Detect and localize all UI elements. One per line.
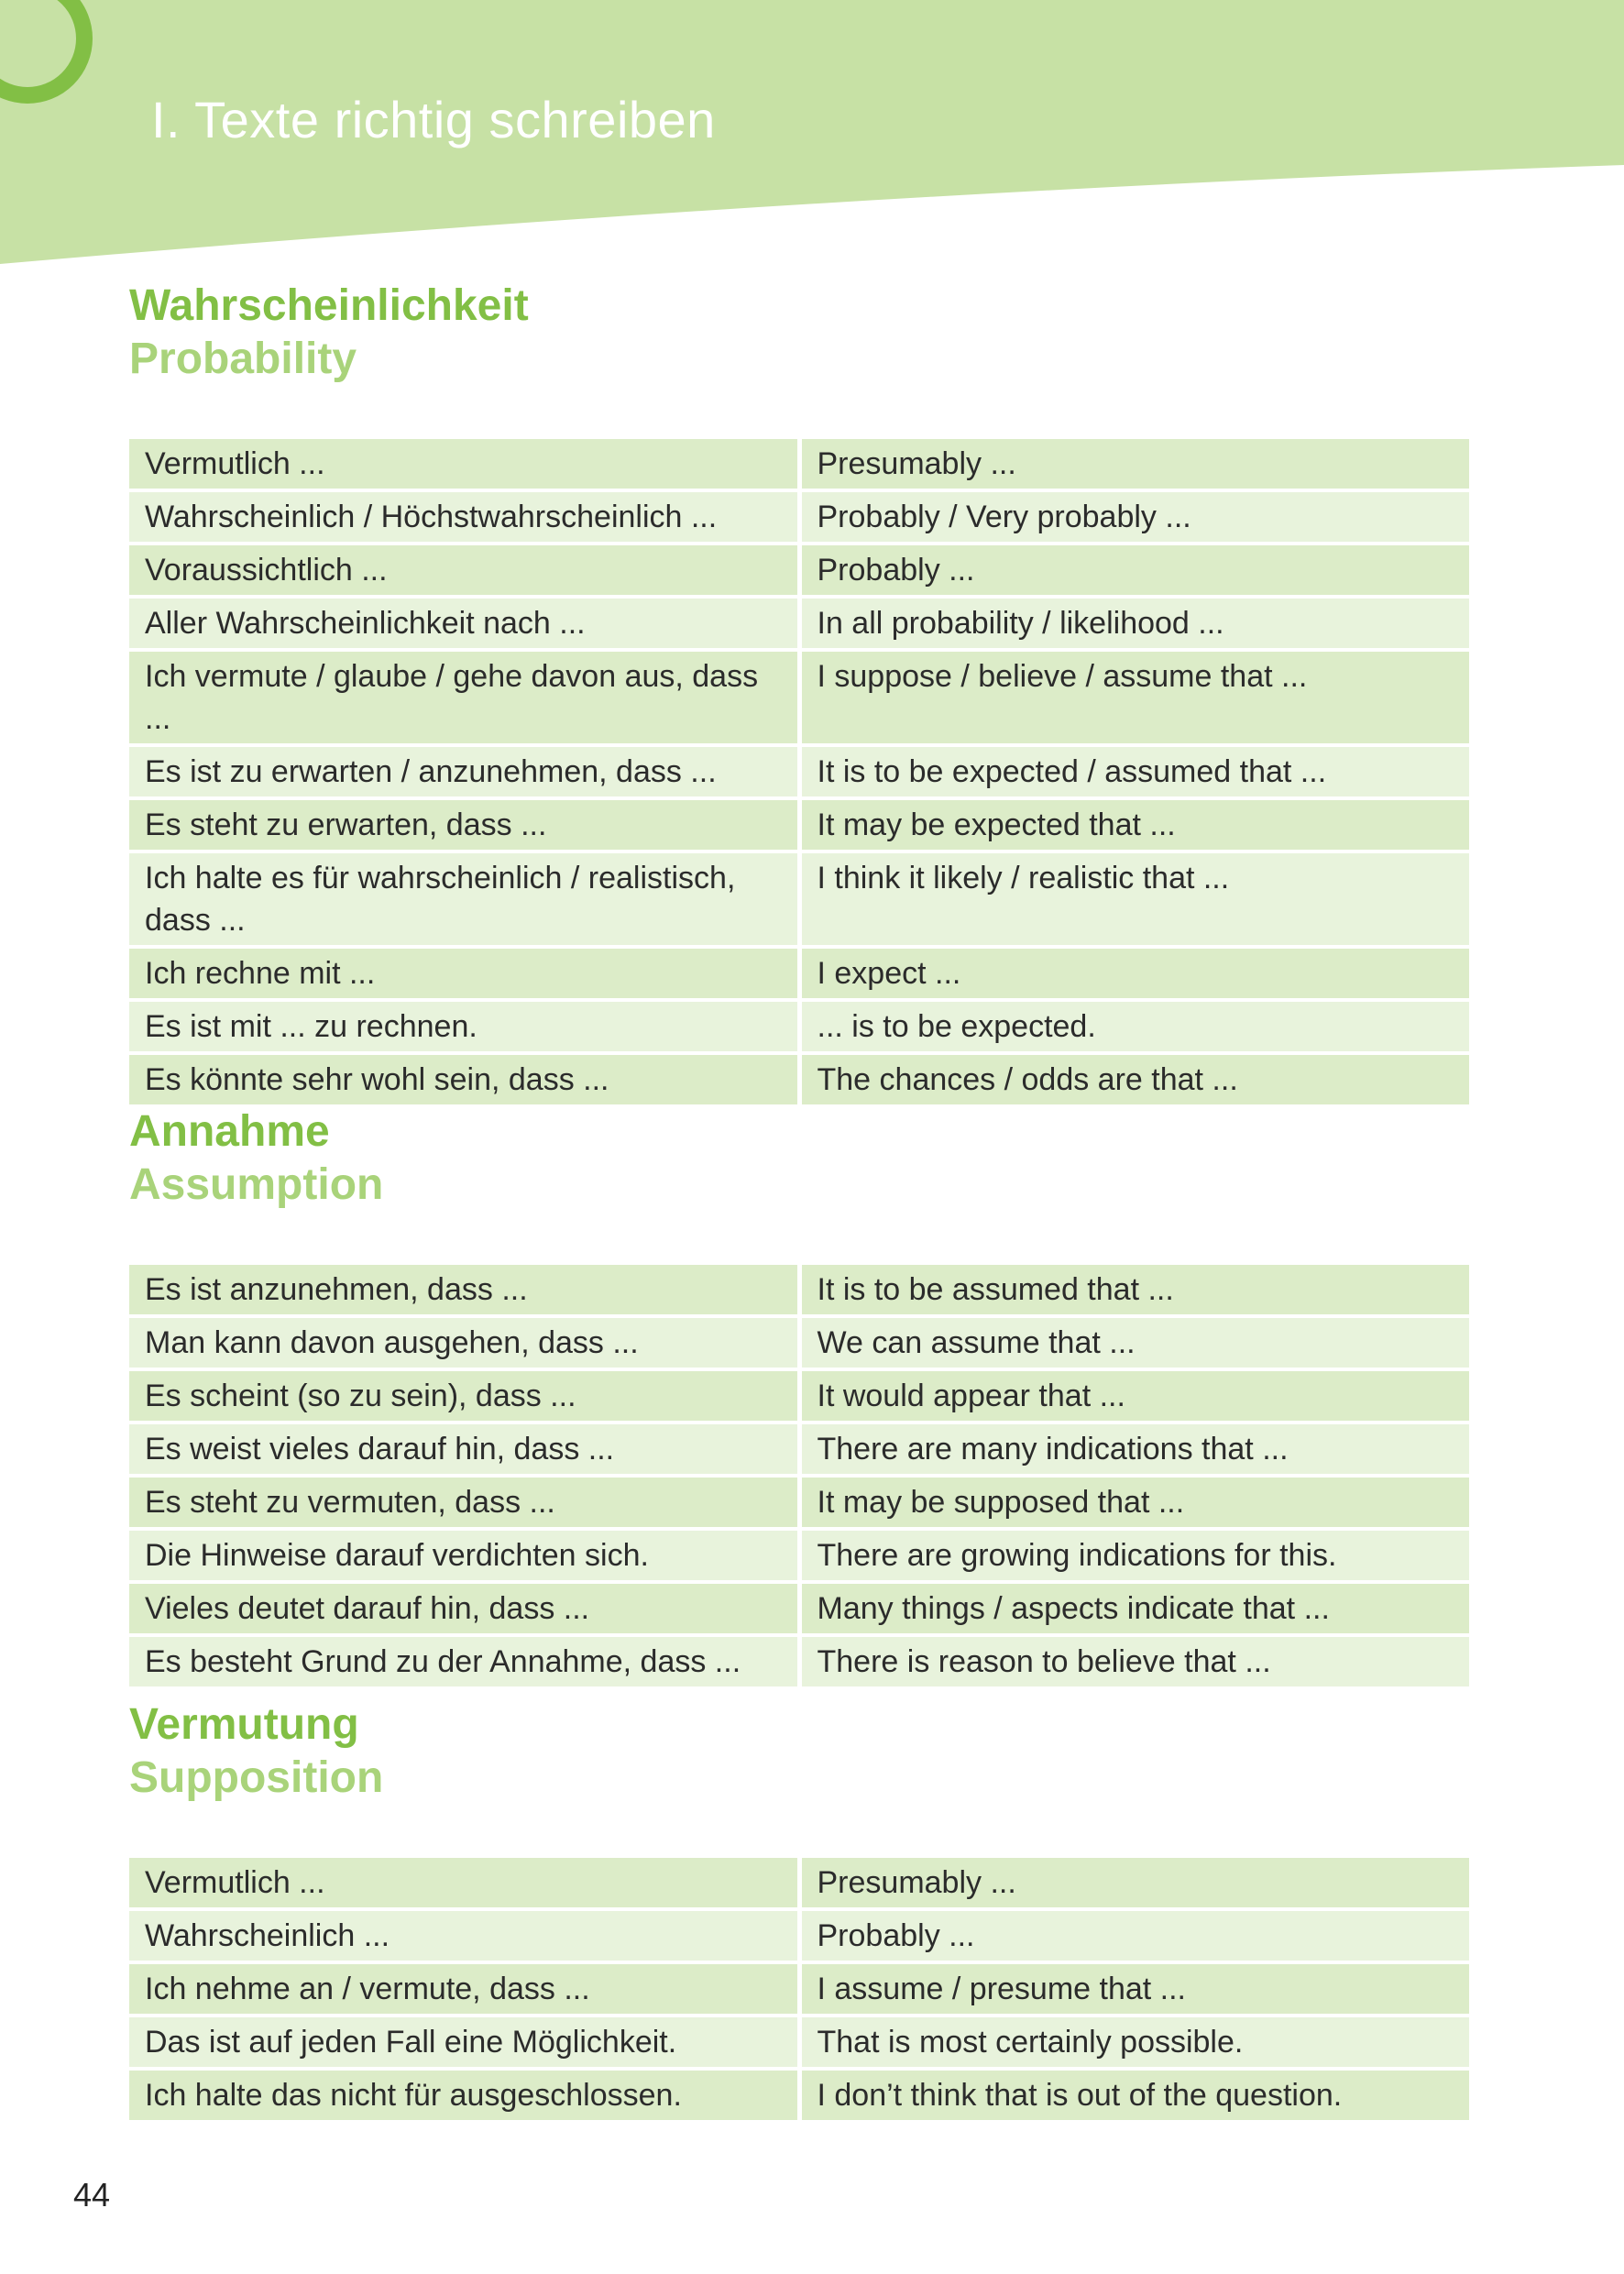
- table-row: [129, 1531, 1469, 1580]
- table-row: [129, 1265, 1469, 1314]
- german-phrase: Vermutlich ...: [129, 439, 797, 489]
- english-phrase: Probably ...: [802, 545, 1470, 595]
- section-title-german: Annahme: [129, 1107, 330, 1156]
- english-phrase: It would appear that ...: [802, 1371, 1470, 1421]
- german-phrase: Ich rechne mit ...: [129, 949, 797, 998]
- german-phrase: Es ist anzunehmen, dass ...: [129, 1265, 797, 1314]
- section-probability: [129, 280, 1469, 1108]
- chapter-title: I. Texte richtig schreiben: [151, 91, 716, 148]
- english-phrase: I assume / presume that ...: [802, 1964, 1470, 2014]
- section-supposition: [129, 1698, 1469, 2124]
- german-phrase: Es besteht Grund zu der Annahme, dass ...: [129, 1637, 797, 1686]
- table-row: [129, 2017, 1469, 2067]
- section-title-english: Assumption: [129, 1160, 384, 1209]
- table-row: [129, 1371, 1469, 1421]
- table-row: [129, 1911, 1469, 1961]
- table-row: [129, 599, 1469, 648]
- english-phrase: The chances / odds are that ...: [802, 1055, 1470, 1104]
- table-row: [129, 800, 1469, 850]
- phrase-table: [125, 1261, 1474, 1690]
- german-phrase: Es scheint (so zu sein), dass ...: [129, 1371, 797, 1421]
- english-phrase: There are growing indications for this.: [802, 1531, 1470, 1580]
- german-phrase: Man kann davon ausgehen, dass ...: [129, 1318, 797, 1368]
- english-phrase: I don’t think that is out of the question.: [802, 2071, 1470, 2120]
- german-phrase: Wahrscheinlich ...: [129, 1911, 797, 1961]
- german-phrase: Aller Wahrscheinlichkeit nach ...: [129, 599, 797, 648]
- german-phrase: Vieles deutet darauf hin, dass ...: [129, 1584, 797, 1633]
- german-phrase: Es ist zu erwarten / anzunehmen, dass ...: [129, 747, 797, 796]
- german-phrase: Ich nehme an / vermute, dass ...: [129, 1964, 797, 2014]
- german-phrase: Die Hinweise darauf verdichten sich.: [129, 1531, 797, 1580]
- english-phrase: It is to be assumed that ...: [802, 1265, 1470, 1314]
- table-row: [129, 1858, 1469, 1907]
- english-phrase: It may be supposed that ...: [802, 1478, 1470, 1527]
- english-phrase: In all probability / likelihood ...: [802, 599, 1470, 648]
- german-phrase: Das ist auf jeden Fall eine Möglichkeit.: [129, 2017, 797, 2067]
- english-phrase: Probably ...: [802, 1911, 1470, 1961]
- table-row: [129, 492, 1469, 542]
- table-row: [129, 853, 1469, 945]
- english-phrase: There is reason to believe that ...: [802, 1637, 1470, 1686]
- table-row: [129, 1478, 1469, 1527]
- english-phrase: ... is to be expected.: [802, 1002, 1470, 1051]
- german-phrase: Es ist mit ... zu rechnen.: [129, 1002, 797, 1051]
- german-phrase: Voraussichtlich ...: [129, 545, 797, 595]
- german-phrase: Vermutlich ...: [129, 1858, 797, 1907]
- english-phrase: It may be expected that ...: [802, 800, 1470, 850]
- english-phrase: Many things / aspects indicate that ...: [802, 1584, 1470, 1633]
- english-phrase: Presumably ...: [802, 1858, 1470, 1907]
- table-row: [129, 1424, 1469, 1474]
- section-title-english: Supposition: [129, 1753, 384, 1802]
- table-row: [129, 747, 1469, 796]
- german-phrase: Es steht zu erwarten, dass ...: [129, 800, 797, 850]
- german-phrase: Es steht zu vermuten, dass ...: [129, 1478, 797, 1527]
- english-phrase: We can assume that ...: [802, 1318, 1470, 1368]
- section-title-german: Wahrscheinlichkeit: [129, 281, 529, 330]
- english-phrase: I suppose / believe / assume that ...: [802, 652, 1470, 743]
- english-phrase: I expect ...: [802, 949, 1470, 998]
- table-row: [129, 652, 1469, 743]
- german-phrase: Es könnte sehr wohl sein, dass ...: [129, 1055, 797, 1104]
- english-phrase: I think it likely / realistic that ...: [802, 853, 1470, 945]
- phrase-table: [125, 1854, 1474, 2124]
- english-phrase: It is to be expected / assumed that ...: [802, 747, 1470, 796]
- table-row: [129, 439, 1469, 489]
- german-phrase: Wahrscheinlich / Höchstwahrscheinlich ...: [129, 492, 797, 542]
- english-phrase: Probably / Very probably ...: [802, 492, 1470, 542]
- table-row: [129, 1002, 1469, 1051]
- section-title-english: Probability: [129, 335, 357, 383]
- phrase-table: [125, 435, 1474, 1108]
- table-row: [129, 2071, 1469, 2120]
- table-row: [129, 1055, 1469, 1104]
- table-row: [129, 1964, 1469, 2014]
- table-row: [129, 1318, 1469, 1368]
- german-phrase: Ich halte das nicht für ausgeschlossen.: [129, 2071, 797, 2120]
- table-row: [129, 1584, 1469, 1633]
- english-phrase: There are many indications that ...: [802, 1424, 1470, 1474]
- table-row: [129, 949, 1469, 998]
- english-phrase: That is most certainly possible.: [802, 2017, 1470, 2067]
- table-row: [129, 545, 1469, 595]
- section-assumption: [129, 1105, 1469, 1690]
- german-phrase: Ich halte es für wahrscheinlich / realistisch, dass ...: [129, 853, 797, 945]
- german-phrase: Es weist vieles darauf hin, dass ...: [129, 1424, 797, 1474]
- english-phrase: Presumably ...: [802, 439, 1470, 489]
- german-phrase: Ich vermute / glaube / gehe davon aus, dass ...: [129, 652, 797, 743]
- table-row: [129, 1637, 1469, 1686]
- section-title-german: Vermutung: [129, 1700, 359, 1749]
- page-number: 44: [73, 2176, 111, 2214]
